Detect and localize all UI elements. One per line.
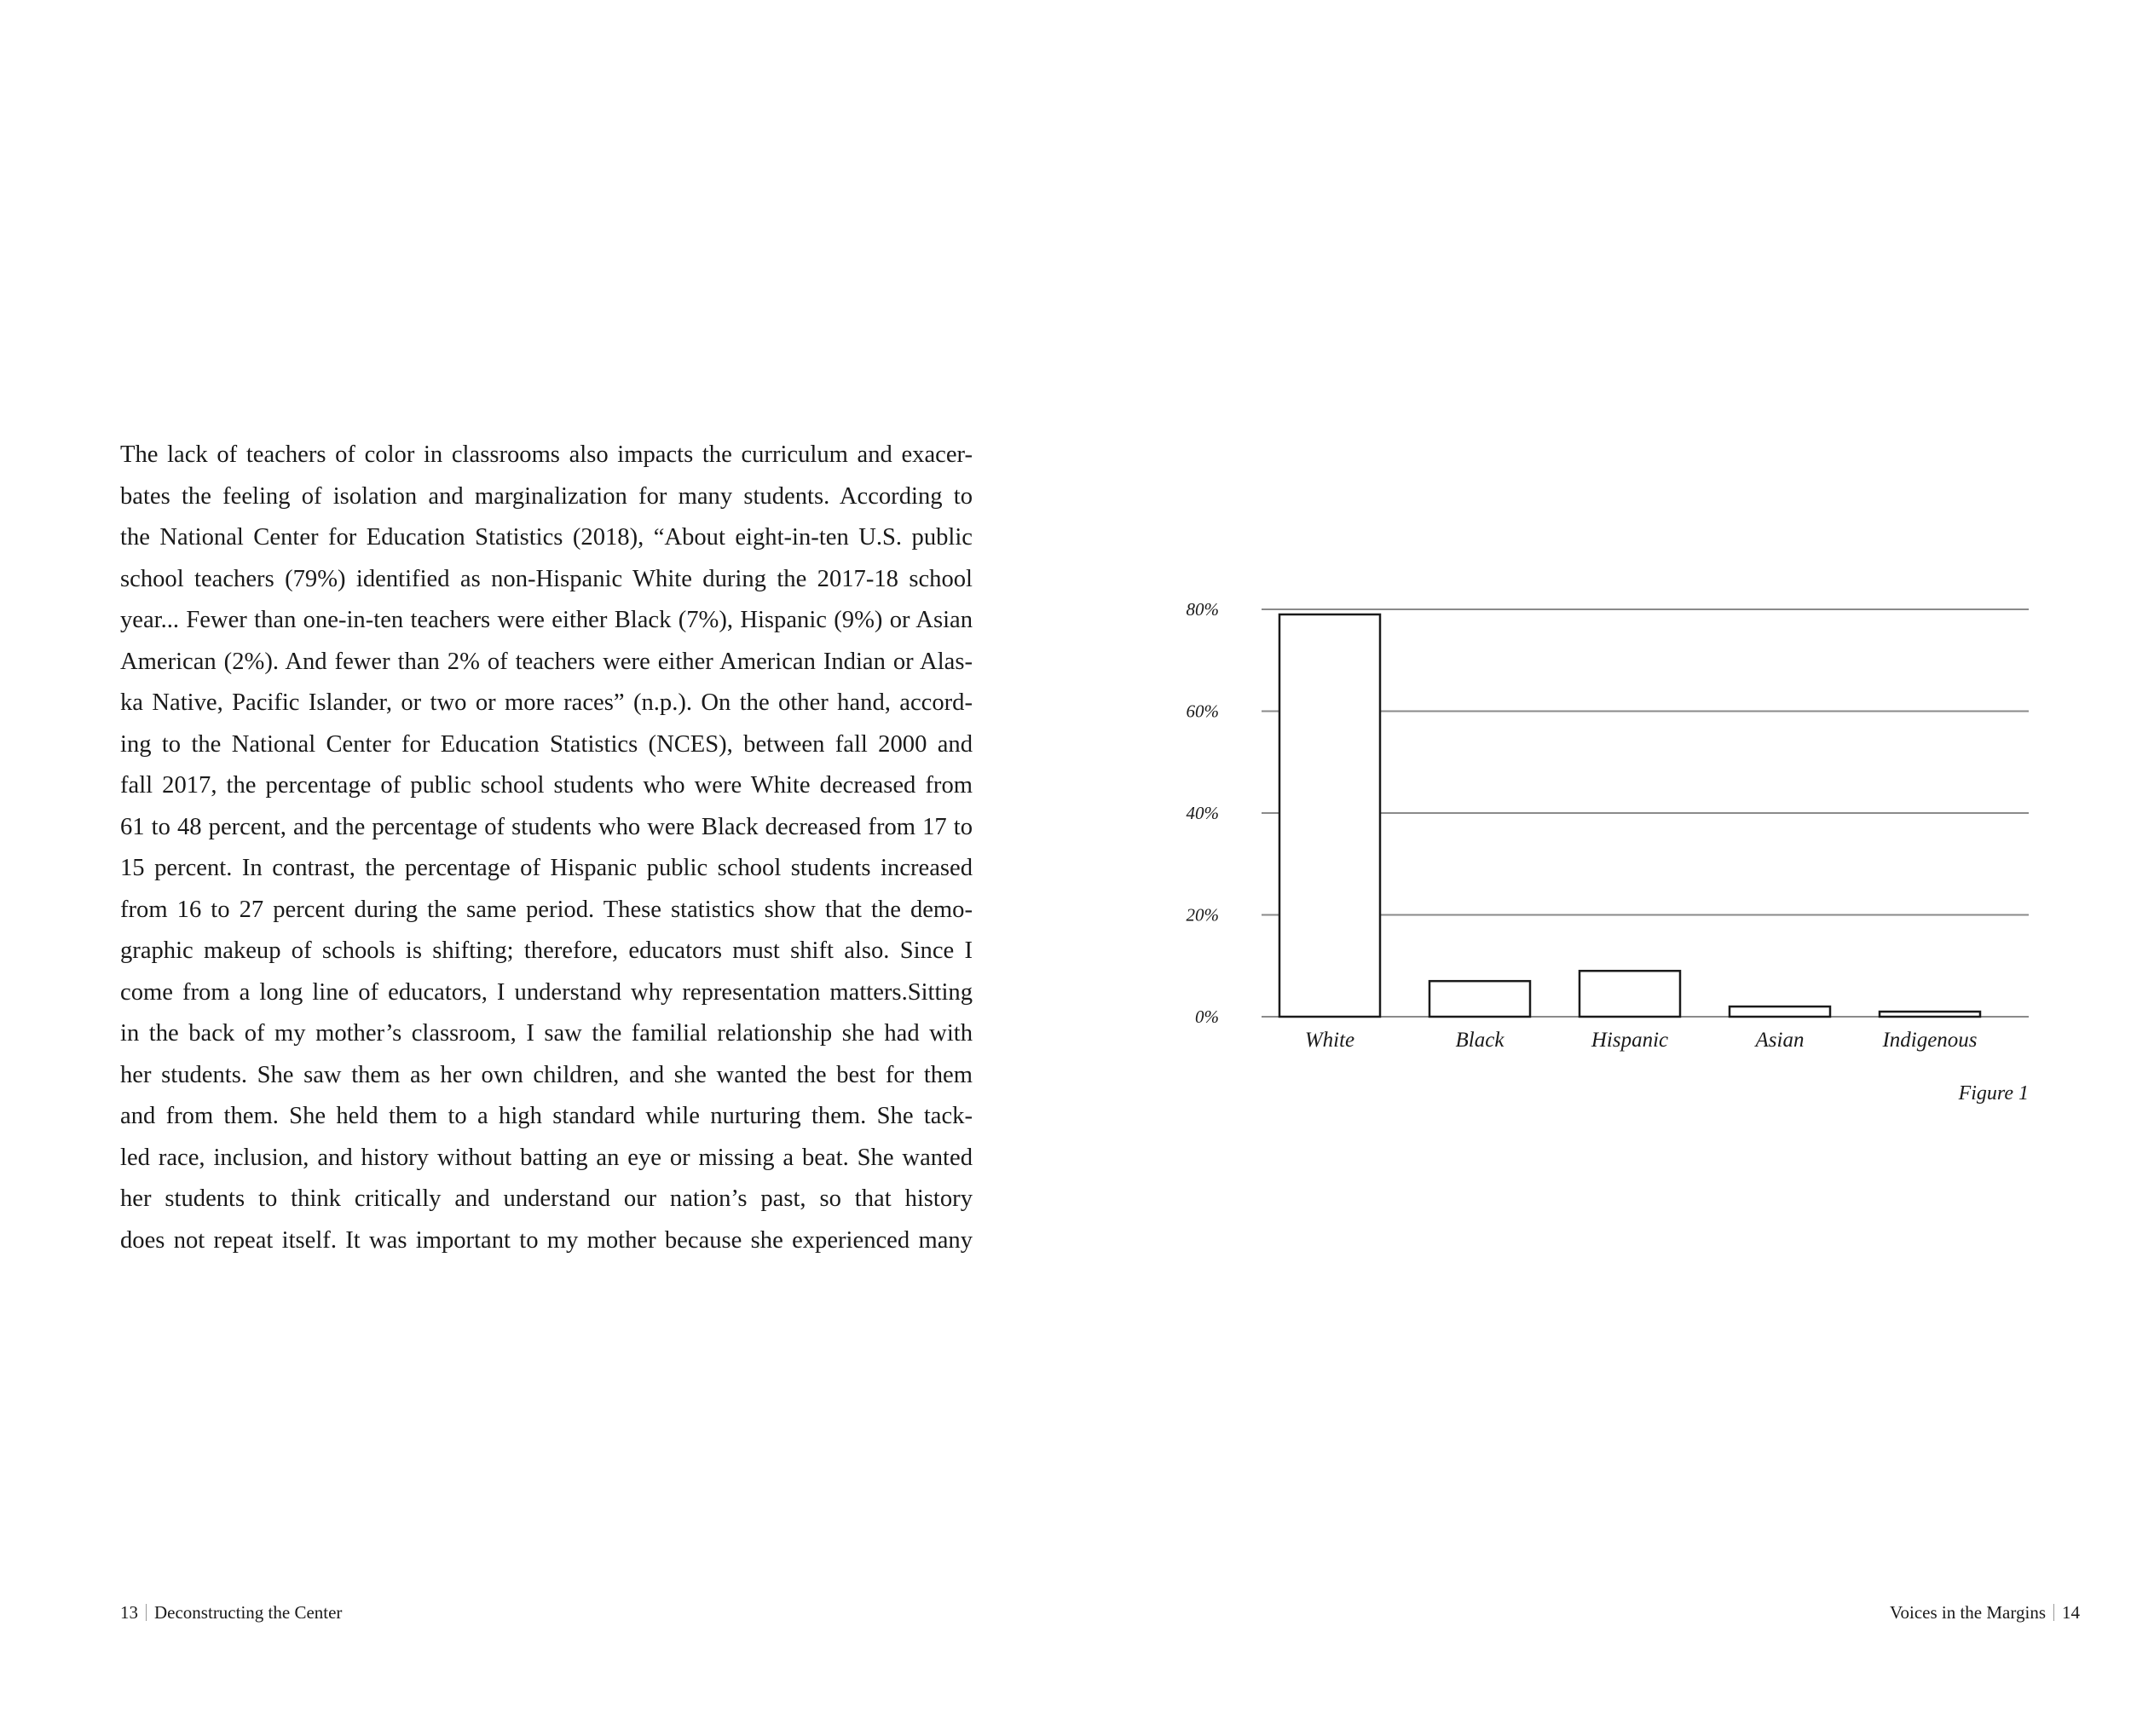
- x-tick-label: White: [1304, 1029, 1355, 1052]
- paragraph-line: her students to think critically and understand our nation’s past, so that history: [120, 1185, 973, 1212]
- bar-hispanic: [1579, 971, 1680, 1017]
- paragraph-line: her students. She saw them as her own children, and she wanted the best for them: [120, 1061, 973, 1088]
- paragraph-line: and from them. She held them to a high standard while nurturing them. She tack-: [120, 1103, 973, 1129]
- x-tick-label: Black: [1455, 1029, 1504, 1052]
- y-tick-label: 60%: [1186, 701, 1219, 722]
- figure-1: [1176, 588, 2029, 1116]
- bar-chart: [1176, 588, 2029, 1065]
- paragraph-line: The lack of teachers of color in classrooms also impacts the curriculum and exacer-: [120, 441, 973, 468]
- paragraph-line: come from a long line of educators, I understand why representation matters.Sitting: [120, 978, 973, 1006]
- left-footer: [120, 1602, 342, 1624]
- paragraph-line: 61 to 48 percent, and the percentage of students who were Black decreased from 17 to: [120, 813, 973, 840]
- paragraph-line: does not repeat itself. It was important to my mother because she experienced many: [120, 1226, 973, 1254]
- body-paragraph: [120, 435, 973, 1261]
- bar-asian: [1730, 1006, 1830, 1017]
- bar-black: [1429, 981, 1530, 1017]
- x-tick-label: Hispanic: [1591, 1029, 1669, 1052]
- paragraph-line: in the back of my mother’s classroom, I saw the familial relationship she had with: [120, 1020, 973, 1047]
- paragraph-line: from 16 to 27 percent during the same period. These statistics show that the demo-: [120, 896, 973, 923]
- y-tick-label: 20%: [1186, 904, 1219, 926]
- left-page-number: 13: [120, 1602, 138, 1623]
- footer-separator: [146, 1604, 147, 1621]
- paragraph-line: bates the feeling of isolation and marginalization for many students. According to: [120, 482, 973, 510]
- y-tick-label: 0%: [1195, 1006, 1219, 1027]
- x-tick-label: Asian: [1755, 1029, 1805, 1052]
- paragraph-line: 15 percent. In contrast, the percentage of Hispanic public school students increased: [120, 855, 973, 881]
- paragraph-line: graphic makeup of schools is shifting; therefore, educators must shift also. Since I: [120, 937, 973, 964]
- y-tick-label: 80%: [1186, 599, 1219, 620]
- figure-caption: Figure 1: [1958, 1082, 2029, 1104]
- right-footer: [1890, 1602, 2080, 1624]
- paragraph-line: school teachers (79%) identified as non-Hispanic White during the 2017-18 school: [120, 565, 973, 592]
- right-page-number: 14: [2062, 1602, 2080, 1623]
- footer-separator: [2053, 1604, 2054, 1621]
- y-tick-label: 40%: [1186, 803, 1219, 823]
- left-running-title: Deconstructing the Center: [154, 1602, 343, 1623]
- paragraph-line: year... Fewer than one-in-ten teachers were either Black (7%), Hispanic (9%) or Asian: [120, 607, 973, 633]
- paragraph-line: ing to the National Center for Education Statistics (NCES), between fall 2000 and: [120, 730, 973, 758]
- right-page: [1066, 0, 2131, 1736]
- paragraph-line: ka Native, Pacific Islander, or two or more races” (n.p.). On the other hand, accord-: [120, 689, 973, 716]
- paragraph-line: American (2%). And fewer than 2% of teachers were either American Indian or Alas-: [120, 648, 973, 675]
- paragraph-line: the National Center for Education Statistics (2018), “About eight-in-ten U.S. public: [120, 524, 973, 551]
- bar-white: [1279, 614, 1380, 1017]
- paragraph-line: led race, inclusion, and history without batting an eye or missing a beat. She wanted: [120, 1144, 973, 1171]
- paragraph-line: fall 2017, the percentage of public school students who were White decreased from: [120, 772, 973, 799]
- bar-indigenous: [1880, 1012, 1980, 1017]
- x-tick-label: Indigenous: [1882, 1029, 1978, 1052]
- right-running-title: Voices in the Margins: [1890, 1602, 2046, 1623]
